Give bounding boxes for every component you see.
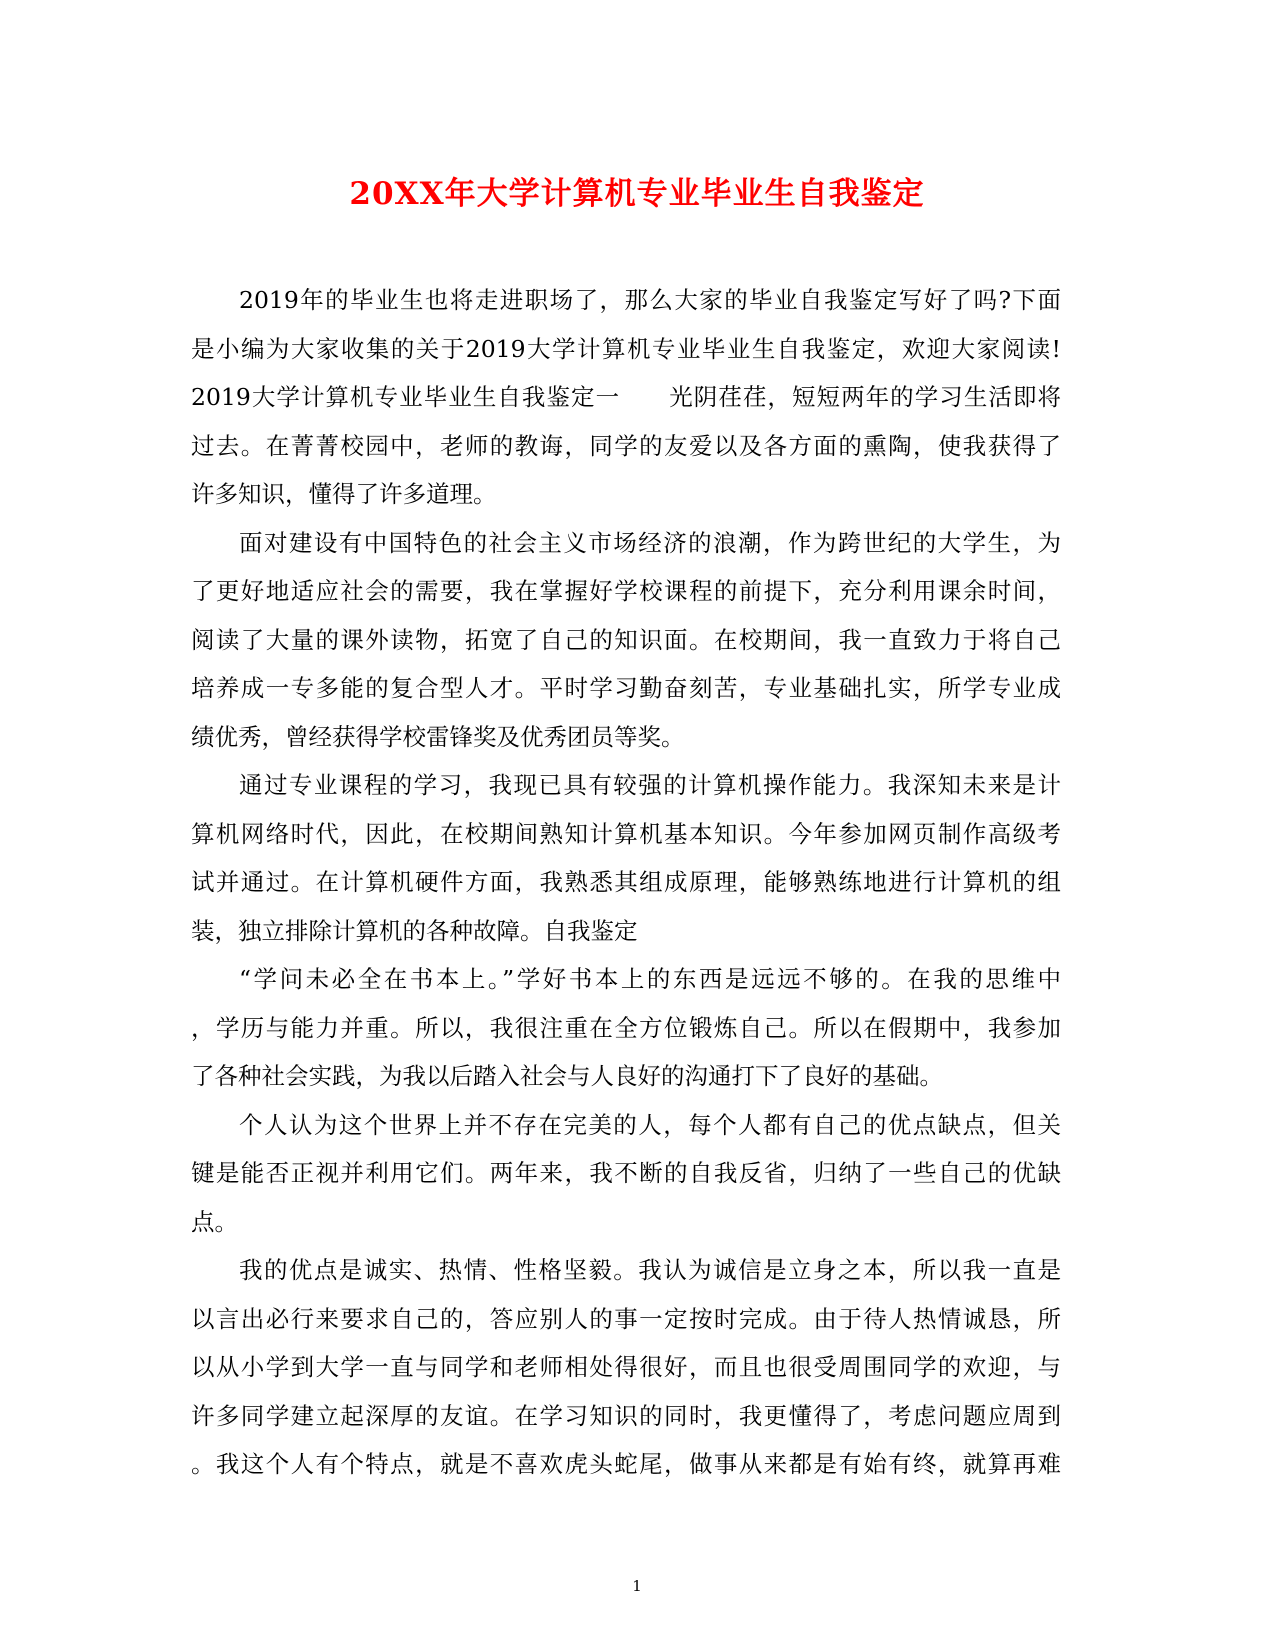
text-line: 装，独立排除计算机的各种故障。自我鉴定 [191, 916, 638, 945]
text-line: 点。 [191, 1207, 238, 1236]
text-line: 键是能否正视并利用它们。两年来，我不断的自我反省，归纳了一些自己的优缺 [191, 1159, 1061, 1187]
text-line: 2019大学计算机专业毕业生自我鉴定一 光阴荏荏，短短两年的学习生活即将 [191, 383, 1061, 411]
text-line: “学问未必全在书本上。”学好书本上的东西是远远不够的。在我的思维中 [239, 965, 1061, 993]
text-line: 阅读了大量的课外读物，拓宽了自己的知识面。在校期间，我一直致力于将自己 [191, 625, 1061, 654]
text-line: 我的优点是诚实、热情、性格坚毅。我认为诚信是立身之本，所以我一直是 [239, 1256, 1061, 1284]
text-line: 绩优秀，曾经获得学校雷锋奖及优秀团员等奖。 [191, 722, 685, 751]
text-line: 许多同学建立起深厚的友谊。在学习知识的同时，我更懂得了，考虑问题应周到 [191, 1401, 1061, 1430]
text-line: 是小编为大家收集的关于2019大学计算机专业毕业生自我鉴定，欢迎大家阅读! [191, 334, 1061, 363]
text-line: 面对建设有中国特色的社会主义市场经济的浪潮，作为跨世纪的大学生，为 [239, 528, 1061, 557]
text-line: 过去。在菁菁校园中，老师的教诲，同学的友爱以及各方面的熏陶，使我获得了 [191, 431, 1061, 460]
text-line: 培养成一专多能的复合型人才。平时学习勤奋刻苦，专业基础扎实，所学专业成 [191, 674, 1061, 702]
text-line: 试并通过。在计算机硬件方面，我熟悉其组成原理，能够熟练地进行计算机的组 [191, 868, 1061, 896]
document-title: 20XX年大学计算机专业毕业生自我鉴定 [349, 176, 925, 212]
text-line: 了各种社会实践，为我以后踏入社会与人良好的沟通打下了良好的基础。 [191, 1062, 943, 1090]
text-line: 算机网络时代，因此，在校期间熟知计算机基本知识。今年参加网页制作高级考 [191, 819, 1061, 848]
text-line: 了更好地适应社会的需要，我在掌握好学校课程的前提下，充分利用课余时间， [191, 577, 1061, 605]
text-line: 许多知识，懂得了许多道理。 [191, 480, 497, 508]
document-body [191, 276, 1061, 1489]
text-line: 以从小学到大学一直与同学和老师相处得很好，而且也很受周围同学的欢迎，与 [191, 1353, 1061, 1381]
text-line: 2019年的毕业生也将走进职场了，那么大家的毕业自我鉴定写好了吗?下面 [239, 286, 1061, 314]
page-number: 1 [632, 1577, 642, 1595]
text-line: 。我这个人有个特点，就是不喜欢虎头蛇尾，做事从来都是有始有终，就算再难 [191, 1450, 1061, 1478]
text-line: 以言出必行来要求自己的，答应别人的事一定按时完成。由于待人热情诚恳，所 [191, 1304, 1061, 1333]
text-line: ，学历与能力并重。所以，我很注重在全方位锻炼自己。所以在假期中，我参加 [191, 1013, 1061, 1042]
text-line: 通过专业课程的学习，我现已具有较强的计算机操作能力。我深知未来是计 [239, 771, 1061, 799]
text-line: 个人认为这个世界上并不存在完美的人，每个人都有自己的优点缺点，但关 [239, 1110, 1061, 1139]
